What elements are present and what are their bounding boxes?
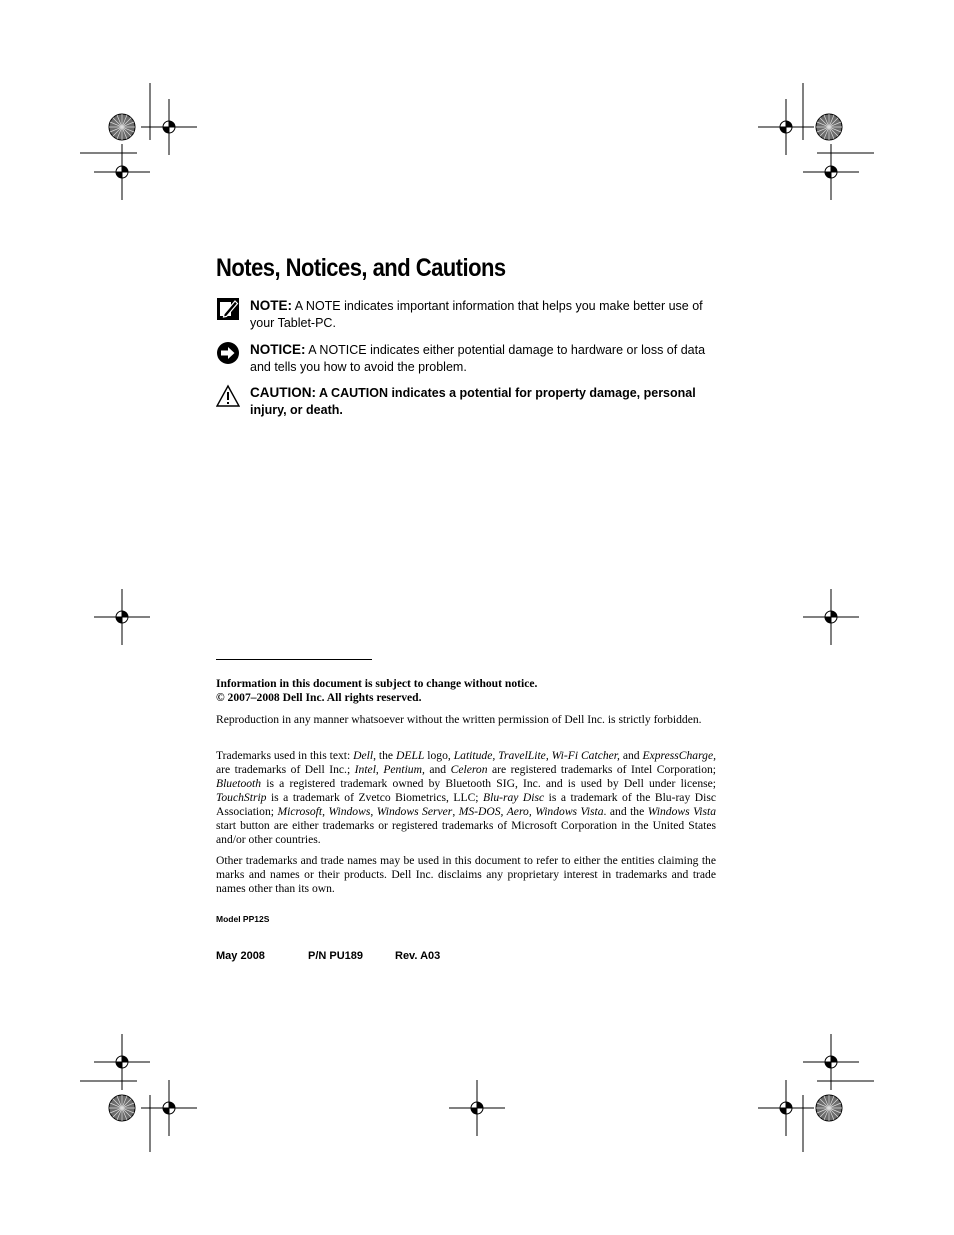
trademark-run: is a trademark of Zvetco Biometrics, LLC; xyxy=(266,791,484,804)
trademark-run: , xyxy=(322,805,329,818)
trademark-run: Trademarks used in this text: xyxy=(216,749,354,762)
note-text: A NOTE indicates important information that helps you make better use of your Tablet-PC. xyxy=(250,299,703,330)
trademark-run: DELL xyxy=(396,749,425,762)
divider xyxy=(216,659,372,660)
trademark-run: logo, xyxy=(424,749,454,762)
trademark-run: Windows xyxy=(328,805,371,818)
copyright-line: © 2007–2008 Dell Inc. All rights reserved. xyxy=(216,691,422,704)
notice-text: A NOTICE indicates either potential damage to hardware or loss of data and tells you how to avoid the problem. xyxy=(250,343,706,374)
trademark-run: , xyxy=(370,805,377,818)
trademark-run: Intel xyxy=(354,763,376,776)
trademark-run: Windows Vista xyxy=(647,805,717,818)
caution-triangle-icon xyxy=(216,384,240,408)
footer-part-number: P/N PU189 xyxy=(308,950,364,962)
trademark-run: . and the xyxy=(603,805,648,818)
trademark-run: , xyxy=(452,805,459,818)
reproduction-text: Reproduction in any manner whatsoever without the written permission of Dell Inc. is strictly forbidden. xyxy=(216,713,702,726)
trademark-run: MS-DOS, Aero, Windows Vista xyxy=(458,805,604,818)
trademark-run: and xyxy=(424,763,451,776)
trademark-run: is a trademark of the Blu-ray Disc Association; xyxy=(216,791,716,818)
notice-label: NOTICE: xyxy=(250,342,306,357)
other-trademarks-paragraph xyxy=(216,854,716,896)
trademark-run: start button are either trademarks or registered trademarks of Microsoft Corporation in the United States and/or other countries. xyxy=(216,819,716,846)
trademark-run: ExpressCharge, xyxy=(642,749,717,762)
trademark-run: Microsoft xyxy=(277,805,323,818)
caution-text: A CAUTION indicates a potential for property damage, personal injury, or death. xyxy=(250,386,696,417)
trademark-run: Bluetooth xyxy=(216,777,262,790)
notice-arrow-icon xyxy=(216,341,240,365)
trademark-run: Windows Server xyxy=(376,805,453,818)
trademark-run: , the xyxy=(373,749,396,762)
reproduction-paragraph xyxy=(216,713,716,727)
trademark-run: Latitude, TravelLite, Wi-Fi Catcher, xyxy=(453,749,620,762)
trademark-run: TouchStrip xyxy=(216,791,267,804)
trademarks-text xyxy=(216,749,716,847)
trademark-run: Dell xyxy=(353,749,374,762)
trademark-run: and xyxy=(619,749,643,762)
legal-notice xyxy=(216,677,716,705)
trademark-run: , xyxy=(375,763,384,776)
model-number: Model PP12S xyxy=(216,914,270,924)
legal-line-1: Information in this document is subject to change without notice. xyxy=(216,677,538,690)
trademark-run: is a registered trademark owned by Bluetooth SIG, Inc. and is used by Dell under license; xyxy=(261,777,716,790)
pencil-note-icon xyxy=(216,297,240,321)
trademark-run: are trademarks of Dell Inc.; xyxy=(216,763,355,776)
note-label: NOTE: xyxy=(250,298,292,313)
trademark-run: are registered trademarks of Intel Corporation; xyxy=(487,763,717,776)
caution-block xyxy=(216,384,716,419)
trademark-run: Blu-ray Disc xyxy=(483,791,545,804)
page-title: Notes, Notices, and Cautions xyxy=(216,254,506,282)
footer-date: May 2008 xyxy=(216,950,265,962)
footer-revision: Rev. A03 xyxy=(395,950,441,962)
trademark-run: Pentium, xyxy=(383,763,425,776)
notice-block xyxy=(216,341,716,376)
note-block xyxy=(216,297,716,332)
trademarks-paragraph xyxy=(216,749,716,847)
other-trademarks-text: Other trademarks and trade names may be used in this document to refer to either the entities claiming the marks and names or their products. Dell Inc. disclaims any proprietary interest in trademarks and trade names other than its own. xyxy=(216,854,716,895)
trademark-run: Celeron xyxy=(450,763,488,776)
caution-label: CAUTION: xyxy=(250,385,316,400)
